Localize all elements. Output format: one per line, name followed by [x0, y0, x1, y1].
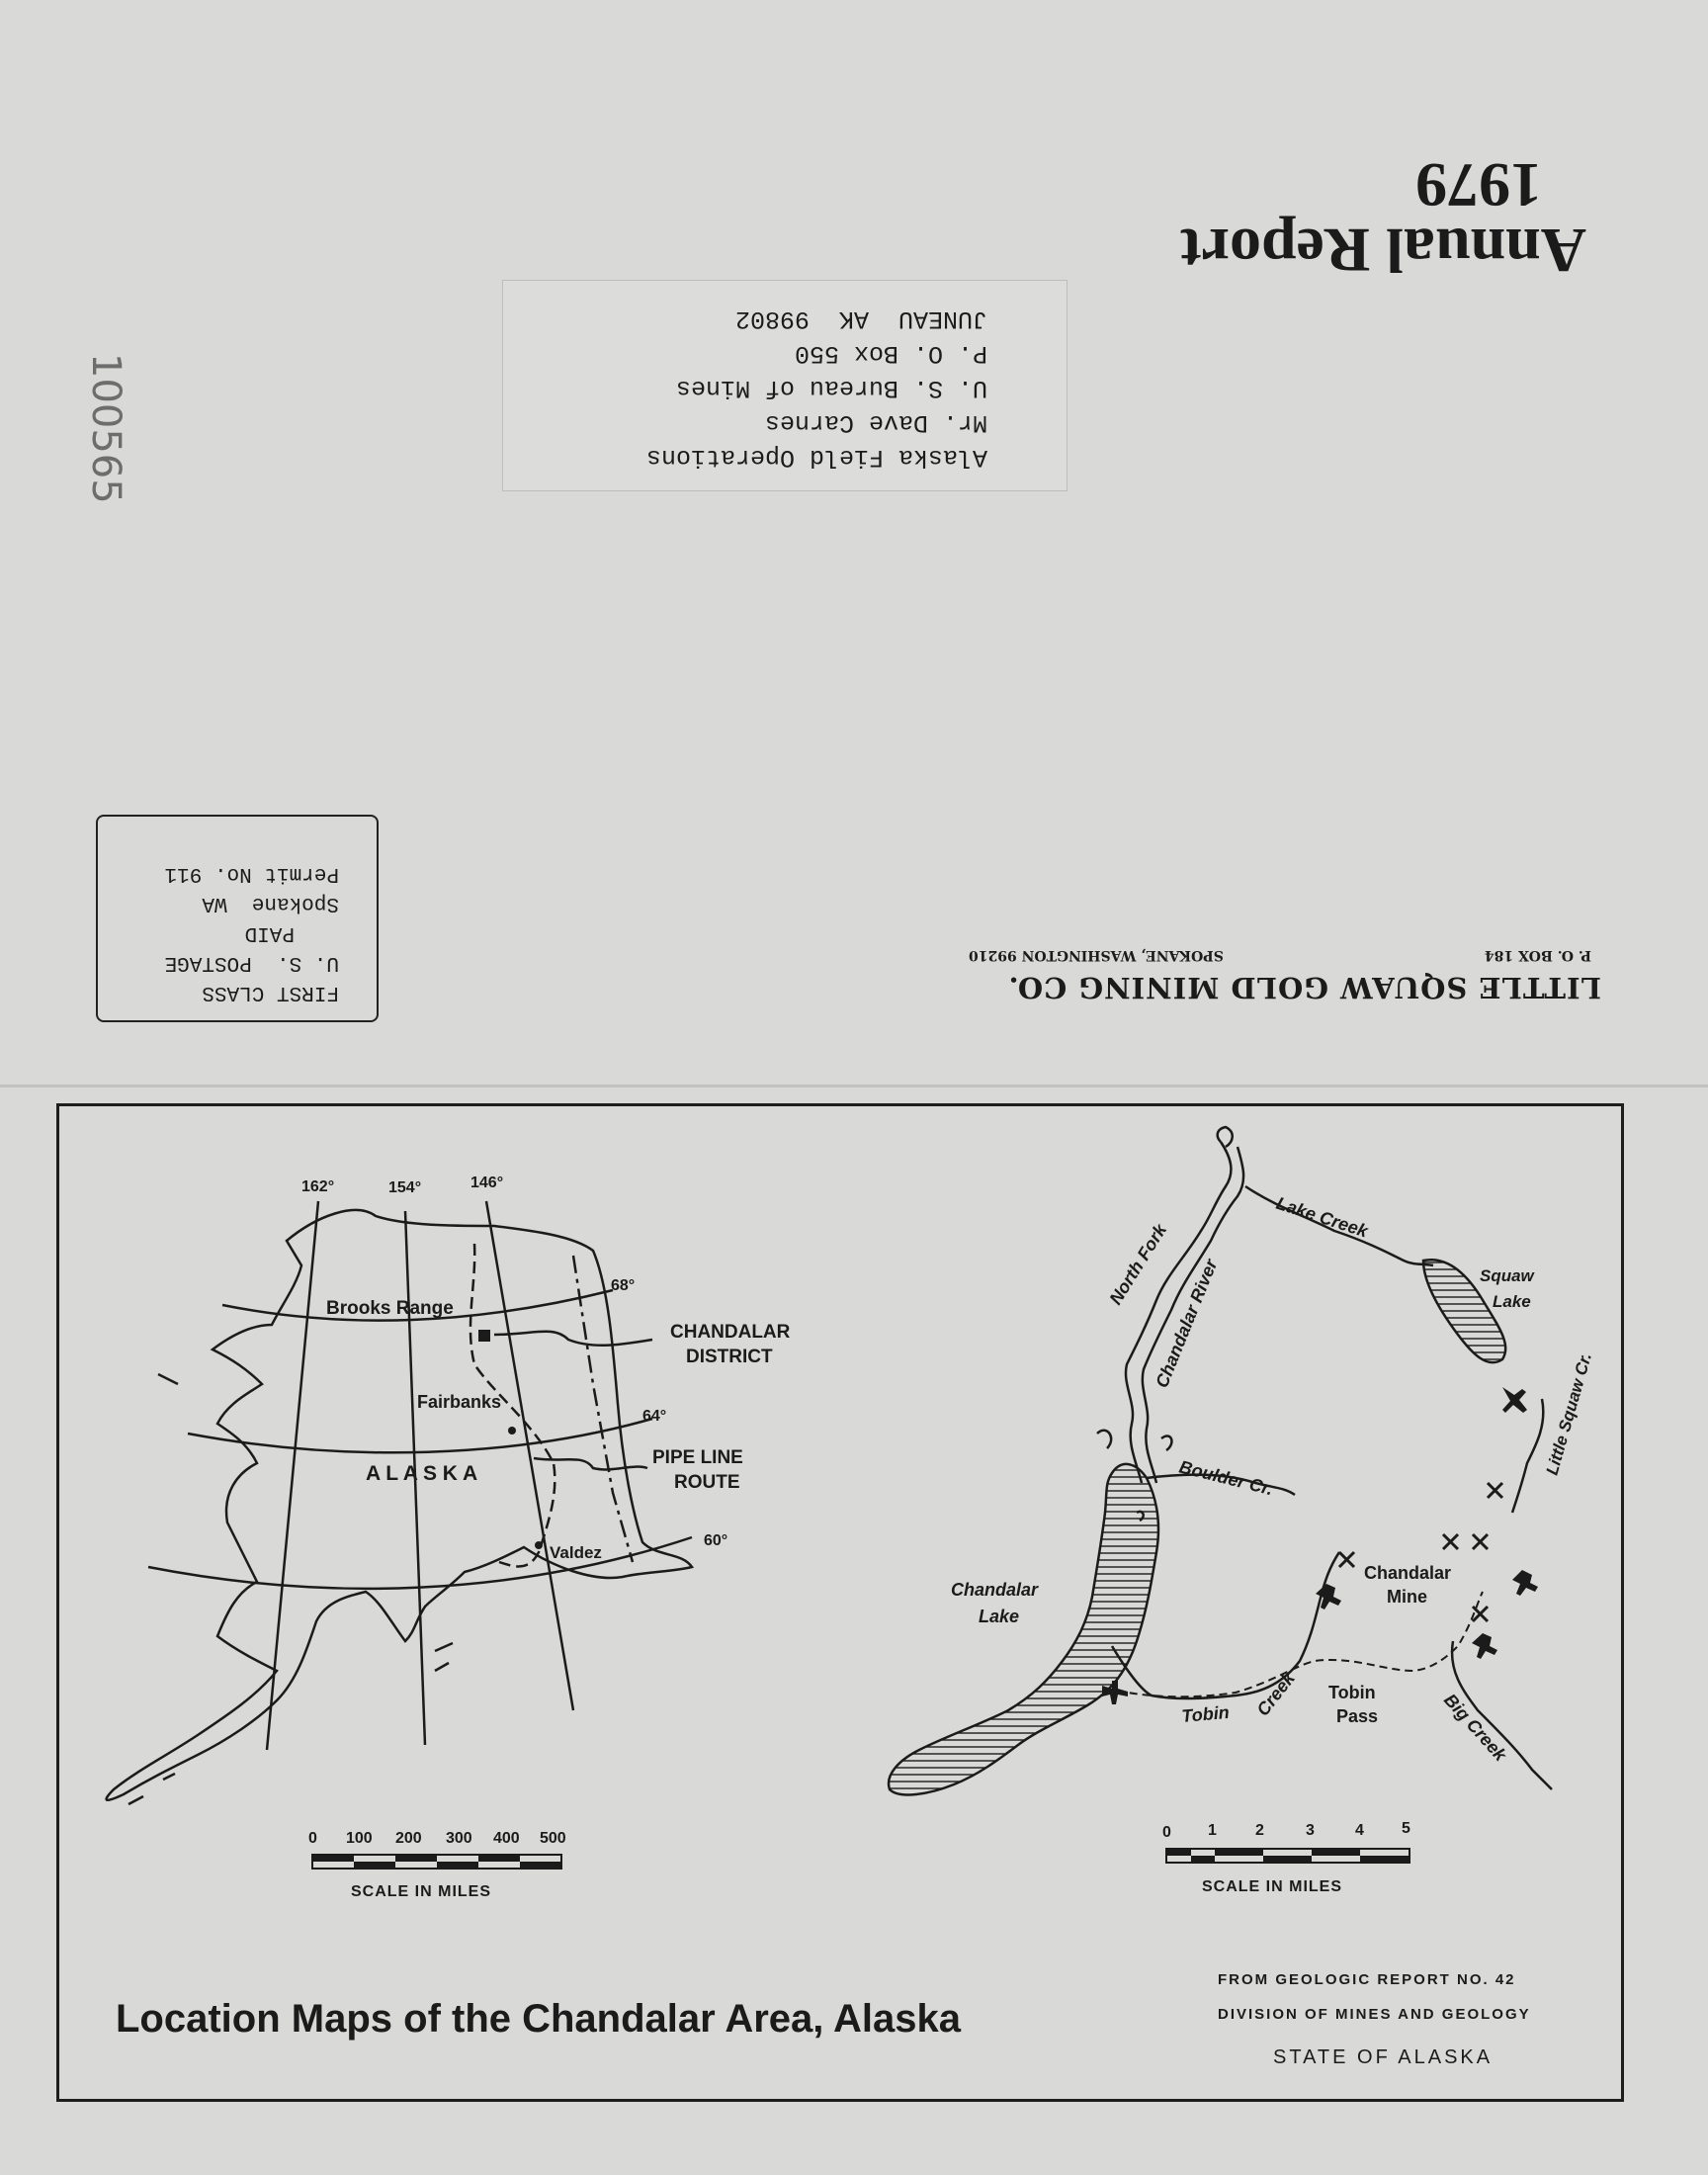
- chandalar-scale-tick: 0: [1162, 1824, 1171, 1841]
- boulder-creek-label: Boulder Cr.: [1177, 1456, 1276, 1500]
- chandalar-scale-tick: 5: [1402, 1820, 1410, 1837]
- source-line-1: FROM GEOLOGIC REPORT NO. 42: [1218, 1971, 1516, 1988]
- pipeline-leader: [534, 1458, 647, 1469]
- airstrip-symbols: [1102, 1387, 1538, 1704]
- chandalar-mine-label-2: Mine: [1387, 1587, 1428, 1607]
- brooks-range-label: Brooks Range: [326, 1298, 454, 1319]
- company-city: SPOKANE, WASHINGTON 99210: [969, 947, 1224, 963]
- lat-68-label: 68°: [611, 1277, 636, 1294]
- company-name: LITTLE SQUAW GOLD MINING CO.: [1007, 971, 1601, 1004]
- tobin-pass-label-1: Tobin: [1328, 1683, 1376, 1702]
- lon-162-label: 162°: [301, 1178, 335, 1195]
- lon-146-label: 146°: [470, 1174, 504, 1191]
- fairbanks-marker: [508, 1427, 516, 1435]
- lon-154-label: 154°: [388, 1179, 422, 1196]
- valdez-label: Valdez: [550, 1543, 602, 1562]
- chandalar-river-loop: [1218, 1127, 1233, 1147]
- valdez-marker: [535, 1541, 543, 1549]
- address-line: Mr. Dave Carnes: [764, 408, 987, 437]
- chandalar-district-marker: [478, 1330, 490, 1342]
- chandalar-lake-label-2: Lake: [979, 1607, 1020, 1626]
- chandalar-district-label-1: CHANDALAR: [670, 1322, 791, 1343]
- fairbanks-label: Fairbanks: [417, 1392, 502, 1412]
- address-line: P. O. Box 550: [794, 339, 987, 368]
- alaska-scale-tick: 400: [493, 1830, 520, 1847]
- postage-line: Permit No. 911: [164, 862, 339, 885]
- postage-line: FIRST CLASS: [202, 981, 339, 1003]
- boundary-line: [573, 1256, 636, 1562]
- alaska-scale-tick: 200: [395, 1830, 422, 1847]
- map-caption: Location Maps of the Chandalar Area, Alaska: [116, 1997, 962, 2041]
- alaska-scale-label: SCALE IN MILES: [351, 1883, 492, 1900]
- alaska-scale-bar: [312, 1855, 561, 1869]
- tobin-creek-label-2: Creek: [1252, 1668, 1299, 1720]
- title-line1: Annual Report: [1180, 216, 1586, 286]
- alaska-scale-tick: 300: [446, 1830, 472, 1847]
- chandalar-lake-label-1: Chandalar: [951, 1580, 1039, 1600]
- source-credit: [1218, 1962, 1531, 2032]
- little-squaw-label: Little Squaw Cr.: [1542, 1350, 1595, 1478]
- chandalar-mine-label-1: Chandalar: [1364, 1563, 1452, 1583]
- alaska-map: [107, 1201, 692, 1804]
- company-po-box: P. O. BOX 184: [1484, 947, 1591, 963]
- pipeline-label-1: PIPE LINE: [652, 1447, 743, 1468]
- address-line: JUNEAU AK 99802: [734, 304, 987, 333]
- chandalar-scale-tick: 1: [1208, 1822, 1217, 1839]
- address-line: U. S. Bureau of Mines: [675, 374, 987, 402]
- source-line-2: DIVISION OF MINES AND GEOLOGY: [1218, 2006, 1531, 2023]
- squaw-lake-label-1: Squaw: [1480, 1266, 1534, 1285]
- chandalar-scale-tick: 4: [1355, 1822, 1364, 1839]
- pipeline-label-2: ROUTE: [674, 1472, 740, 1493]
- state-credit: STATE OF ALASKA: [1273, 2046, 1494, 2068]
- district-leader: [494, 1332, 652, 1346]
- tobin-pass-label-2: Pass: [1336, 1706, 1379, 1726]
- alaska-label: A L A S K A: [366, 1462, 478, 1485]
- postage-line: PAID: [244, 921, 295, 944]
- lat-60-label: 60°: [704, 1532, 728, 1549]
- chandalar-scale-tick: 2: [1255, 1822, 1264, 1839]
- alaska-scale-tick: 100: [346, 1830, 373, 1847]
- lake-creek-label: Lake Creek: [1273, 1192, 1371, 1242]
- chandalar-river: [1126, 1142, 1231, 1483]
- chandalar-river-label: Chandalar River: [1152, 1256, 1222, 1391]
- squaw-lake-label-2: Lake: [1493, 1292, 1531, 1311]
- title-year: 1979: [1415, 150, 1542, 220]
- lat-64-label: 64°: [642, 1408, 667, 1425]
- alaska-scale-tick: 0: [308, 1830, 317, 1847]
- chandalar-district-label-2: DISTRICT: [686, 1347, 773, 1367]
- alaska-scale-tick: 500: [540, 1830, 566, 1847]
- tobin-creek-label: Tobin: [1180, 1701, 1231, 1726]
- north-fork-label: North Fork: [1105, 1220, 1171, 1309]
- road: [1117, 1592, 1483, 1696]
- little-squaw-creek: [1512, 1399, 1543, 1513]
- postage-line: U. S. POSTAGE: [164, 951, 339, 974]
- postage-line: Spokane WA: [202, 892, 339, 914]
- address-line: Alaska Field Operations: [645, 443, 987, 472]
- stamp-number-text: 100565: [83, 353, 128, 504]
- chandalar-scale-label: SCALE IN MILES: [1202, 1878, 1343, 1895]
- lon-146: [486, 1201, 573, 1710]
- chandalar-scale-bar: [1166, 1849, 1409, 1863]
- lon-162: [267, 1201, 318, 1750]
- chandalar-scale-tick: 3: [1306, 1822, 1315, 1839]
- chandalar-lake: [889, 1464, 1158, 1795]
- big-creek-label: Big Creek: [1440, 1690, 1511, 1766]
- lat-64: [188, 1419, 652, 1452]
